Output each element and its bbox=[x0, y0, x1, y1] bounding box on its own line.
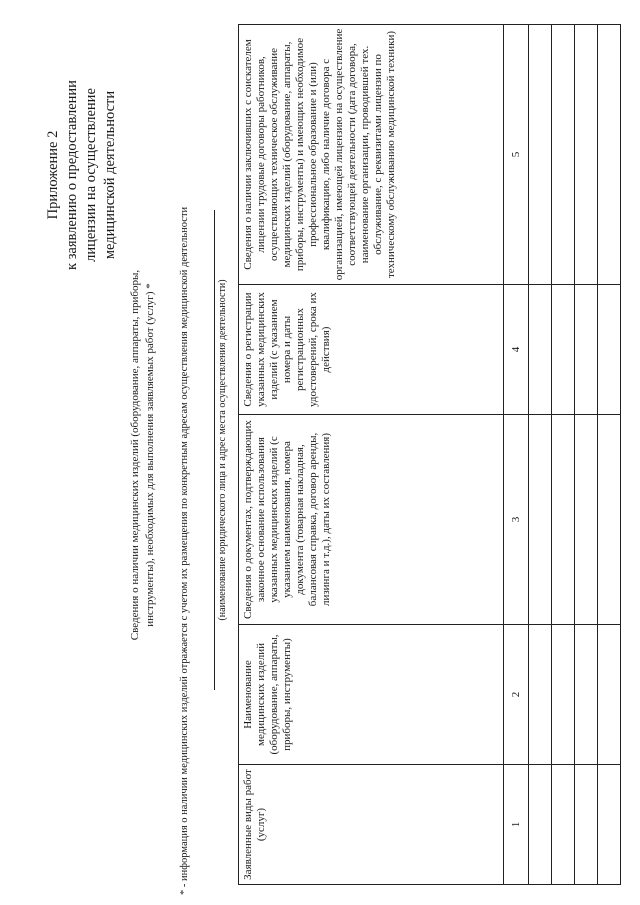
caption-line-2: инструменты), необходимых для выполнения заявляемых работ (услуг) * bbox=[144, 283, 156, 627]
table-header-row bbox=[239, 25, 504, 885]
appendix-heading bbox=[44, 5, 120, 345]
column-number: 4 bbox=[504, 285, 529, 415]
column-header: Наименование медицинских изделий (оборудование, аппараты, приборы, инструменты) bbox=[239, 625, 504, 765]
equipment-table bbox=[238, 24, 621, 885]
table-cell bbox=[598, 25, 621, 285]
column-number-row bbox=[504, 25, 529, 885]
column-number: 1 bbox=[504, 765, 529, 885]
table-cell bbox=[529, 765, 552, 885]
caption-line-1: Сведения о наличии медицинских изделий (оборудование, аппараты, приборы, bbox=[129, 269, 141, 641]
column-header: Сведения о наличии заключивших с соискателем лицензии трудовые договоры работников, осуществляющих техническое обслуживание медицинских изделий (оборудование, аппараты, приборы, инструменты) и имеющих необходимое профессиональное образование и (или) квалификацию, либо наличие договора с организацией, имеющей лицензию на осуществление соответствующей деятельности (дата договора, наименование организации, проводившей тех. обслуживание, с реквизитами лицензии по техническому обслуживанию медицинской техники) bbox=[239, 25, 504, 285]
table-cell bbox=[598, 415, 621, 625]
table-cell bbox=[598, 285, 621, 415]
table-row bbox=[598, 25, 621, 885]
document-caption bbox=[128, 135, 158, 775]
table-cell bbox=[575, 625, 598, 765]
table-row bbox=[552, 25, 575, 885]
table-cell bbox=[552, 25, 575, 285]
column-header: Сведения о документах, подтверждающих законное основание использования указанных медицинских изделий (с указанием наименования, номера документа (товарная накладная, балансовая справка, договор аренды, лизинга и т.д.), даты их составления) bbox=[239, 415, 504, 625]
table-cell bbox=[552, 285, 575, 415]
column-number: 5 bbox=[504, 25, 529, 285]
table-cell bbox=[529, 415, 552, 625]
column-header: Сведения о регистрации указанных медицинских изделий (с указанием номера и даты регистрационных удостоверений, срока их действия) bbox=[239, 285, 504, 415]
table-cell bbox=[529, 25, 552, 285]
appendix-subtitle-2: лицензии на осуществление bbox=[83, 88, 99, 262]
table-row bbox=[575, 25, 598, 885]
footnote: * - информация о наличии медицинских изделий отражается с учетом их размещения по конкретным адресам осуществления медицинской деятельности bbox=[179, 206, 190, 895]
table-cell bbox=[552, 415, 575, 625]
table-cell bbox=[598, 765, 621, 885]
column-number: 2 bbox=[504, 625, 529, 765]
column-number: 3 bbox=[504, 415, 529, 625]
table-cell bbox=[598, 625, 621, 765]
table-cell bbox=[552, 625, 575, 765]
column-header: Заявленные виды работ (услуг) bbox=[239, 765, 504, 885]
table-cell bbox=[575, 25, 598, 285]
table-cell bbox=[552, 765, 575, 885]
table-cell bbox=[575, 415, 598, 625]
table-cell bbox=[575, 285, 598, 415]
table-row bbox=[529, 25, 552, 885]
table-cell bbox=[575, 765, 598, 885]
table-cell bbox=[529, 285, 552, 415]
appendix-subtitle-3: медицинской деятельности bbox=[102, 90, 118, 260]
appendix-title: Приложение 2 bbox=[45, 130, 61, 220]
appendix-subtitle-1: к заявлению о предоставлении bbox=[64, 80, 80, 270]
table-cell bbox=[529, 625, 552, 765]
legal-entity-label: (наименование юридического лица и адрес места осуществления деятельности) bbox=[214, 210, 229, 690]
